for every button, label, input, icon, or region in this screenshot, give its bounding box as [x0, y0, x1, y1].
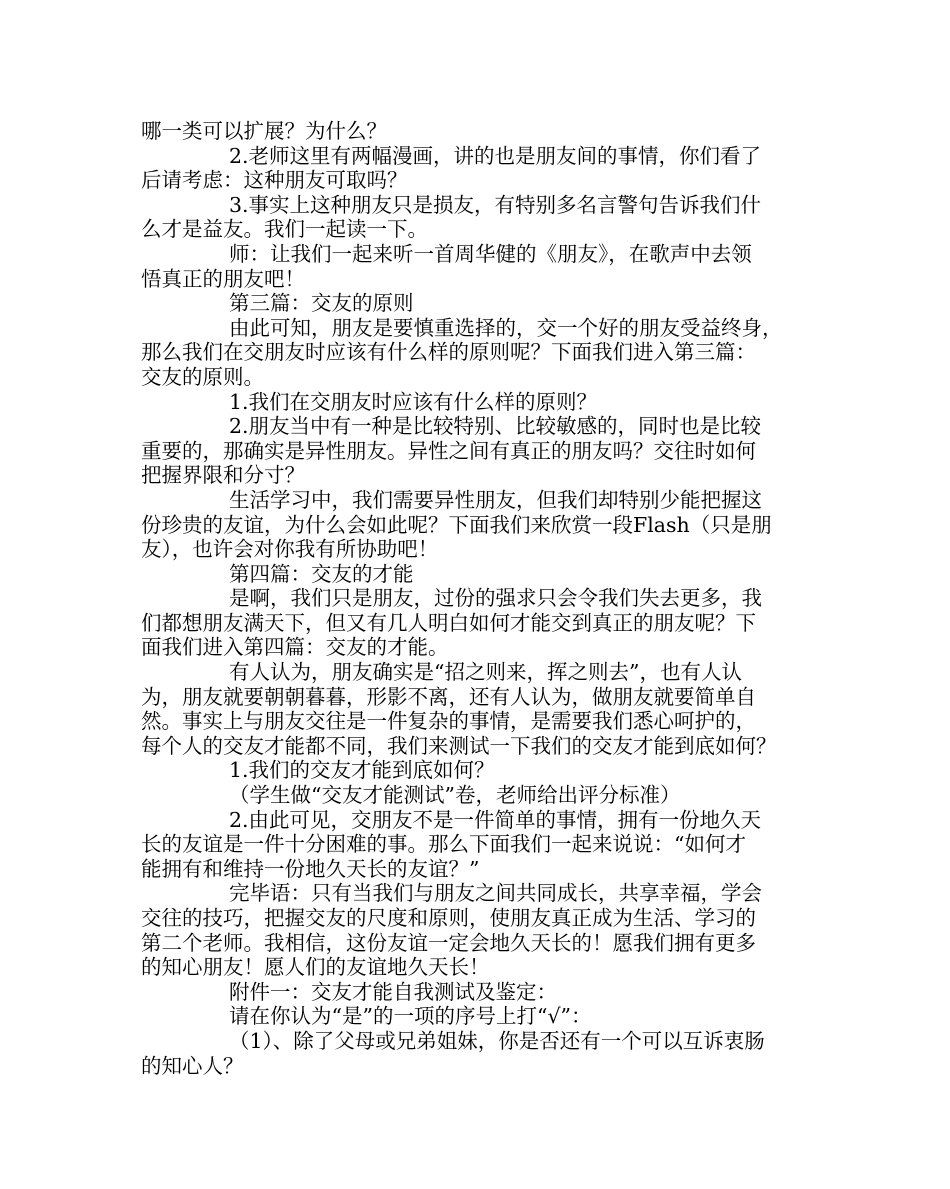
paragraph-line-indented: 师：让我们一起来听一首周华健的《朋友》，在歌声中去领 — [229, 241, 752, 266]
paragraph-line-indented: （学生做“交友才能测试”卷，老师给出评分标准） — [229, 783, 681, 808]
paragraph-line: 的知心朋友！愿人们的友谊地久天长！ — [141, 955, 490, 980]
paragraph-line: 们都想朋友满天下，但又有几人明白如何才能交到真正的朋友呢？下 — [141, 610, 756, 635]
paragraph-line: 为，朋友就要朝朝暮暮，形影不离，还有人认为，做朋友就要简单自 — [141, 684, 756, 709]
paragraph-line-indented: 第三篇：交友的原则 — [229, 291, 414, 316]
paragraph-line-indented: 2.老师这里有两幅漫画，讲的也是朋友间的事情，你们看了 — [229, 143, 762, 168]
paragraph-line: 交往的技巧，把握交友的尺度和原则，使朋友真正成为生活、学习的 — [141, 906, 756, 930]
paragraph-line: 的知心人？ — [141, 1053, 244, 1078]
paragraph-line-indented: 3.事实上这种朋友只是损友，有特别多名言警句告诉我们什 — [229, 192, 762, 217]
paragraph-line-indented: 第四篇：交友的才能 — [229, 561, 414, 586]
paragraph-line-indented: 有人认为，朋友确实是“招之则来，挥之则去”，也有人认 — [229, 660, 742, 685]
paragraph-line: 后请考虑：这种朋友可取吗？ — [141, 168, 408, 193]
paragraph-line-indented: 附件一：交友才能自我测试及鉴定： — [229, 979, 557, 1004]
paragraph-line: 长的友谊是一件十分困难的事。那么下面我们一起来说说：“如何才 — [141, 832, 746, 857]
paragraph-line-indented: （1）、除了父母或兄弟姐妹，你是否还有一个可以互诉衷肠 — [229, 1028, 765, 1053]
paragraph-line-indented: 是啊，我们只是朋友，过份的强求只会令我们失去更多，我 — [229, 586, 762, 611]
paragraph-line: 悟真正的朋友吧！ — [141, 266, 305, 291]
paragraph-line-indented: 2.由此可见，交朋友不是一件简单的事情，拥有一份地久天 — [229, 807, 762, 832]
paragraph-line: 重要的，那确实是异性朋友。异性之间有真正的朋友吗？交往时如何 — [141, 438, 756, 463]
paragraph-line-indented: 2.朋友当中有一种是比较特别、比较敏感的，同时也是比较 — [229, 414, 762, 439]
paragraph-line: 第二个老师。我相信，这份友谊一定会地久天长的！愿我们拥有更多 — [141, 930, 756, 955]
paragraph-line: 能拥有和维持一份地久天长的友谊？” — [141, 856, 480, 881]
paragraph-line-indented: 生活学习中，我们需要异性朋友，但我们却特别少能把握这 — [229, 487, 762, 512]
paragraph-line-indented: 由此可知，朋友是要慎重选择的，交一个好的朋友受益终身， — [229, 315, 783, 340]
paragraph-line: 友），也许会对你我有所协助吧！ — [141, 537, 439, 562]
paragraph-line: 份珍贵的友谊，为什么会如此呢？下面我们来欣赏一段Flash（只是朋 — [141, 512, 772, 537]
paragraph-line-indented: 1.我们在交朋友时应该有什么样的原则？ — [229, 389, 598, 414]
paragraph-line: 交友的原则。 — [141, 364, 264, 389]
paragraph-line: 每个人的交友才能都不同，我们来测试一下我们的交友才能到底如何？ — [141, 733, 777, 758]
paragraph-line: 哪一类可以扩展？为什么？ — [141, 119, 387, 143]
document-body — [141, 119, 811, 1078]
paragraph-line-indented: 完毕语：只有当我们与朋友之间共同成长，共享幸福，学会 — [229, 881, 762, 906]
paragraph-line: 面我们进入第四篇：交友的才能。 — [141, 635, 449, 660]
paragraph-line: 把握界限和分寸？ — [141, 463, 305, 488]
paragraph-line: 么才是益友。我们一起读一下。 — [141, 217, 428, 242]
paragraph-line-indented: 1.我们的交友才能到底如何？ — [229, 758, 495, 783]
paragraph-line: 然。事实上与朋友交往是一件复杂的事情，是需要我们悉心呵护的， — [141, 709, 756, 734]
paragraph-line-indented: 请在你认为“是”的一项的序号上打“√”： — [229, 1004, 592, 1029]
paragraph-line: 那么我们在交朋友时应该有什么样的原则呢？下面我们进入第三篇： — [141, 340, 756, 365]
